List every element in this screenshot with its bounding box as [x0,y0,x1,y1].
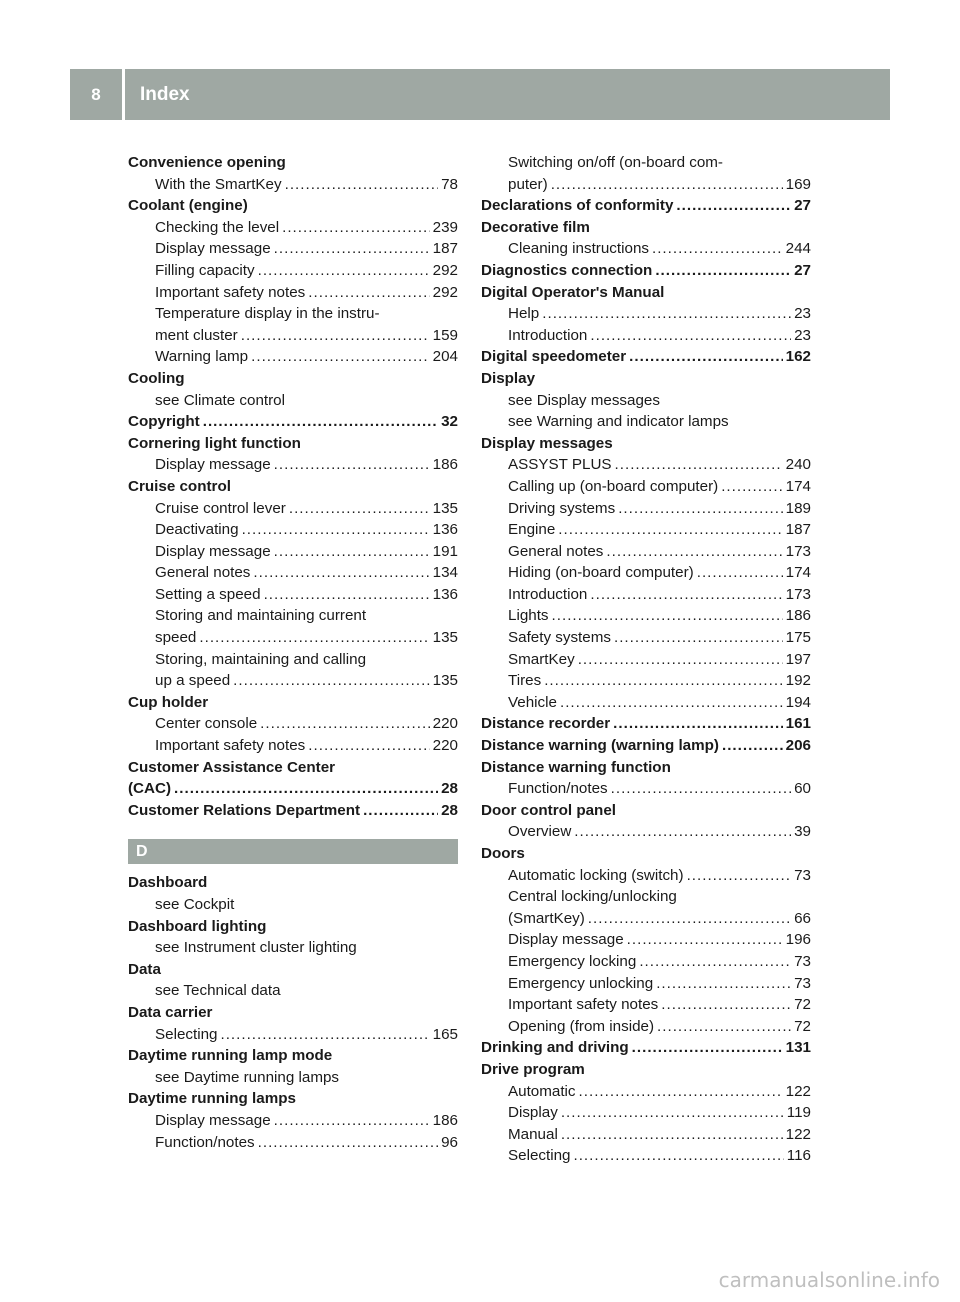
entry-label: Display message [155,542,271,560]
page-reference: 28 [441,801,458,819]
index-subentry [128,346,458,368]
index-subentry: see Daytime running lamps [155,1068,340,1086]
index-subentry [128,217,458,239]
index-term: Data [128,960,161,978]
index-subentry [128,1024,458,1046]
entry-label: Display [508,1104,558,1122]
page-reference: 220 [432,737,458,755]
index-subentry: see Cockpit [155,896,235,913]
index-subentry [481,778,811,800]
entry-label: ASSYST PLUS [508,456,612,474]
dot-leader [260,713,430,735]
entry-label: Automatic locking (switch) [508,866,684,884]
entry-label: Automatic [508,1082,576,1100]
dot-leader [656,973,791,995]
index-term: Drive program [481,1060,585,1078]
dot-leader [199,627,429,649]
page-reference: 135 [432,629,458,647]
index-subentry [128,627,458,649]
page-reference: 119 [786,1104,811,1122]
index-subentry [128,713,458,735]
index-subentry [128,454,458,476]
index-subentry [481,994,811,1016]
index-column-right [481,152,811,1167]
dot-leader [588,908,791,930]
entry-label: Selecting [155,1025,218,1043]
page-reference: 136 [432,521,458,539]
index-term [128,778,458,800]
page-reference: 39 [794,823,811,841]
entry-label: Manual [508,1125,558,1143]
dot-leader [661,994,791,1016]
entry-label: Setting a speed [155,585,261,603]
dot-leader [242,519,430,541]
index-term [481,713,811,735]
dot-leader [639,951,791,973]
index-term: Distance warning function [481,758,671,776]
entry-label: Hiding (on-board computer) [508,564,694,582]
entry-label: Filling capacity [155,261,255,279]
entry-label: Function/notes [155,1133,255,1151]
dot-leader [573,1145,783,1167]
dot-leader [363,800,438,822]
index-subentry: Storing and maintaining current [155,607,367,625]
dot-leader [721,476,782,498]
page-title: Index [140,83,190,105]
page-reference: 72 [794,996,811,1014]
entry-label: Cleaning instructions [508,240,649,258]
dot-leader [687,865,792,887]
page-reference: 73 [794,952,811,970]
entry-label: Safety systems [508,629,611,647]
entry-label: Important safety notes [155,737,306,755]
dot-leader [253,562,429,584]
index-subentry [481,821,811,843]
entry-label: Cruise control lever [155,499,286,517]
entry-label: Drinking and driving [481,1039,629,1057]
dot-leader [251,346,430,368]
entry-label: Diagnostics connection [481,261,653,279]
index-term: Daytime running lamp mode [128,1047,333,1065]
page-reference: 186 [432,456,458,474]
entry-label: Warning lamp [155,348,249,366]
dot-leader [233,670,429,692]
dot-leader [697,562,783,584]
dot-leader [655,260,791,282]
entry-label: Calling up (on-board computer) [508,477,719,495]
page-reference: 122 [785,1125,811,1143]
entry-label: Vehicle [508,693,557,711]
index-subentry [128,1132,458,1154]
index-subentry [481,1145,811,1167]
page-reference: 96 [441,1133,458,1151]
entry-label: Selecting [508,1147,571,1165]
page-reference: 28 [441,780,458,798]
dot-leader [561,1124,783,1146]
index-subentry [481,973,811,995]
page-reference: 73 [794,866,811,884]
dot-leader [613,713,783,735]
entry-label: Help [508,305,540,323]
index-subentry [128,325,458,347]
index-term: Cooling [128,369,185,387]
index-subentry [481,605,811,627]
index-term: Digital Operator's Manual [481,283,665,301]
entry-label: Introduction [508,326,588,344]
dot-leader [274,541,430,563]
index-subentry [481,238,811,260]
entry-label: up a speed [155,672,231,690]
page-reference: 187 [785,521,811,539]
index-subentry: Switching on/off (on-board com- [508,154,723,171]
page-reference: 204 [432,348,458,366]
entry-label: Engine [508,521,556,539]
page-reference: 159 [432,326,458,344]
index-term: Convenience opening [128,154,286,171]
dot-leader [657,1016,791,1038]
index-subentry [481,1124,811,1146]
index-term [128,411,458,433]
index-subentry [481,649,811,671]
index-term [481,1037,811,1059]
page-reference: 186 [432,1111,458,1129]
entry-label: Driving systems [508,499,616,517]
index-subentry [481,1081,811,1103]
page-reference: 78 [441,175,458,193]
dot-leader [282,217,430,239]
page-reference: 189 [785,499,811,517]
entry-label: Tires [508,672,542,690]
index-subentry [481,325,811,347]
entry-label: Distance recorder [481,715,611,733]
page-reference: 136 [432,585,458,603]
entry-label: speed [155,629,197,647]
dot-leader [578,649,783,671]
page-reference: 135 [432,672,458,690]
entry-label: Center console [155,715,258,733]
index-term: Dashboard [128,874,208,892]
index-subentry [128,174,458,196]
index-subentry [128,498,458,520]
page-reference: 32 [441,413,458,431]
entry-label: Important safety notes [155,283,306,301]
entry-label: Display message [508,931,624,949]
dot-leader [274,238,430,260]
index-list [481,152,811,1167]
page-reference: 23 [794,326,811,344]
index-list [128,152,458,821]
index-subentry [481,692,811,714]
index-subentry [481,584,811,606]
page-reference: 197 [785,650,811,668]
page-reference: 220 [432,715,458,733]
page-reference: 206 [785,737,811,755]
entry-label: SmartKey [508,650,575,668]
entry-label: Lights [508,607,549,625]
entry-label: (CAC) [128,780,172,798]
index-subentry: see Instrument cluster lighting [155,939,357,957]
index-subentry [481,498,811,520]
index-subentry [128,735,458,757]
dot-leader [220,1024,429,1046]
page-reference: 165 [432,1025,458,1043]
index-term: Coolant (engine) [128,197,248,215]
index-term: Dashboard lighting [128,917,267,935]
page-reference: 187 [432,240,458,258]
entry-label: puter) [508,175,548,193]
dot-leader [551,174,783,196]
dot-leader [552,605,783,627]
index-subentry [128,562,458,584]
dot-leader [590,584,782,606]
index-term: Customer Assistance Center [128,758,336,776]
dot-leader [676,195,791,217]
page-reference: 292 [432,283,458,301]
index-list [128,872,458,1153]
dot-leader [560,692,783,714]
entry-label: Important safety notes [508,996,659,1014]
page-header [70,69,890,120]
index-term: Data carrier [128,1003,213,1021]
dot-leader [606,541,782,563]
page-reference: 27 [794,261,811,279]
page-reference: 169 [785,175,811,193]
page-reference: 27 [794,197,811,215]
entry-label: Function/notes [508,780,608,798]
index-term [128,800,458,822]
page-reference: 194 [785,693,811,711]
entry-label: General notes [155,564,251,582]
index-subentry [481,1102,811,1124]
entry-label: Emergency unlocking [508,974,654,992]
index-subentry [481,908,811,930]
index-subentry: see Climate control [155,391,285,409]
entry-label: Customer Relations Department [128,801,361,819]
page-reference: 72 [794,1017,811,1035]
index-subentry [481,476,811,498]
dot-leader [285,174,438,196]
dot-leader [558,519,782,541]
dot-leader [618,498,782,520]
entry-label: Introduction [508,585,588,603]
dot-leader [542,303,791,325]
index-subentry: see Display messages [508,391,660,409]
entry-label: Emergency locking [508,952,637,970]
dot-leader [632,1037,783,1059]
page-reference: 240 [785,456,811,474]
dot-leader [611,778,791,800]
index-term: Doors [481,845,525,862]
page-reference: 122 [785,1082,811,1100]
index-column-left [128,152,458,1153]
index-subentry [481,454,811,476]
index-term: Cup holder [128,693,209,711]
entry-label: With the SmartKey [155,175,282,193]
dot-leader [274,1110,430,1132]
dot-leader [561,1102,784,1124]
page-reference: 131 [785,1039,811,1057]
index-subentry [128,238,458,260]
index-subentry [481,670,811,692]
page-reference: 161 [785,715,811,733]
index-subentry: see Technical data [155,982,281,1000]
entry-label: Deactivating [155,521,239,539]
index-subentry [481,929,811,951]
index-subentry [481,562,811,584]
page-reference: 191 [432,542,458,560]
index-term: Display messages [481,434,613,452]
page-reference: 239 [432,218,458,236]
entry-label: Declarations of conformity [481,197,674,215]
page-reference: 66 [794,909,811,927]
index-subentry [481,627,811,649]
entry-label: Checking the level [155,218,280,236]
dot-leader [258,260,430,282]
dot-leader [615,454,783,476]
entry-label: Copyright [128,413,200,431]
page-reference: 244 [785,240,811,258]
dot-leader [203,411,438,433]
entry-label: Digital speedometer [481,348,627,366]
entry-label: ment cluster [155,326,238,344]
index-subentry [481,519,811,541]
index-subentry [481,865,811,887]
page-reference: 173 [785,585,811,603]
page-reference: 174 [785,564,811,582]
page-reference: 60 [794,780,811,798]
page-reference: 162 [785,348,811,366]
page-reference: 173 [785,542,811,560]
index-term: Cruise control [128,477,231,495]
entry-label: Display message [155,456,271,474]
entry-label: Overview [508,823,572,841]
index-subentry [481,303,811,325]
page-reference: 186 [785,607,811,625]
page-reference: 134 [432,564,458,582]
index-subentry: see Warning and indicator lamps [508,413,729,431]
entry-label: Distance warning (warning lamp) [481,737,719,755]
index-subentry [128,584,458,606]
index-subentry: Temperature display in the instru- [155,305,380,323]
index-subentry [128,519,458,541]
dot-leader [241,325,430,347]
dot-leader [629,346,782,368]
section-letter-band: D [128,839,458,864]
index-term: Daytime running lamps [128,1090,296,1108]
index-term: Display [481,369,536,387]
index-subentry [128,541,458,563]
index-term: Decorative film [481,218,590,236]
dot-leader [264,584,430,606]
index-subentry [481,541,811,563]
page-number: 8 [70,69,125,120]
index-subentry [128,670,458,692]
entry-label: General notes [508,542,604,560]
page-reference: 292 [432,261,458,279]
index-term: Cornering light function [128,434,301,452]
dot-leader [627,929,783,951]
index-term [481,346,811,368]
entry-label: (SmartKey) [508,909,585,927]
dot-leader [574,821,791,843]
dot-leader [590,325,791,347]
page-reference: 116 [786,1147,811,1165]
dot-leader [258,1132,438,1154]
index-subentry [481,951,811,973]
dot-leader [652,238,783,260]
index-term: Door control panel [481,801,617,819]
index-subentry [128,1110,458,1132]
dot-leader [308,735,429,757]
dot-leader [308,282,429,304]
index-term [481,195,811,217]
dot-leader [614,627,783,649]
entry-label: Opening (from inside) [508,1017,655,1035]
dot-leader [274,454,430,476]
page-reference: 135 [432,499,458,517]
dot-leader [174,778,438,800]
entry-label: Display message [155,1111,271,1129]
index-subentry [481,174,811,196]
dot-leader [722,735,783,757]
index-term [481,735,811,757]
page-reference: 175 [785,629,811,647]
page-reference: 73 [794,974,811,992]
index-subentry [128,260,458,282]
entry-label: Display message [155,240,271,258]
index-subentry [128,282,458,304]
index-subentry: Storing, maintaining and calling [155,650,367,668]
dot-leader [544,670,782,692]
dot-leader [579,1081,783,1103]
index-subentry [481,1016,811,1038]
index-term [481,260,811,282]
index-subentry: Central locking/unlocking [508,888,677,906]
page-reference: 192 [785,672,811,690]
dot-leader [289,498,430,520]
page-reference: 23 [794,305,811,323]
watermark: carmanualsonline.info [718,1268,940,1292]
page-reference: 196 [785,931,811,949]
page-reference: 174 [785,477,811,495]
